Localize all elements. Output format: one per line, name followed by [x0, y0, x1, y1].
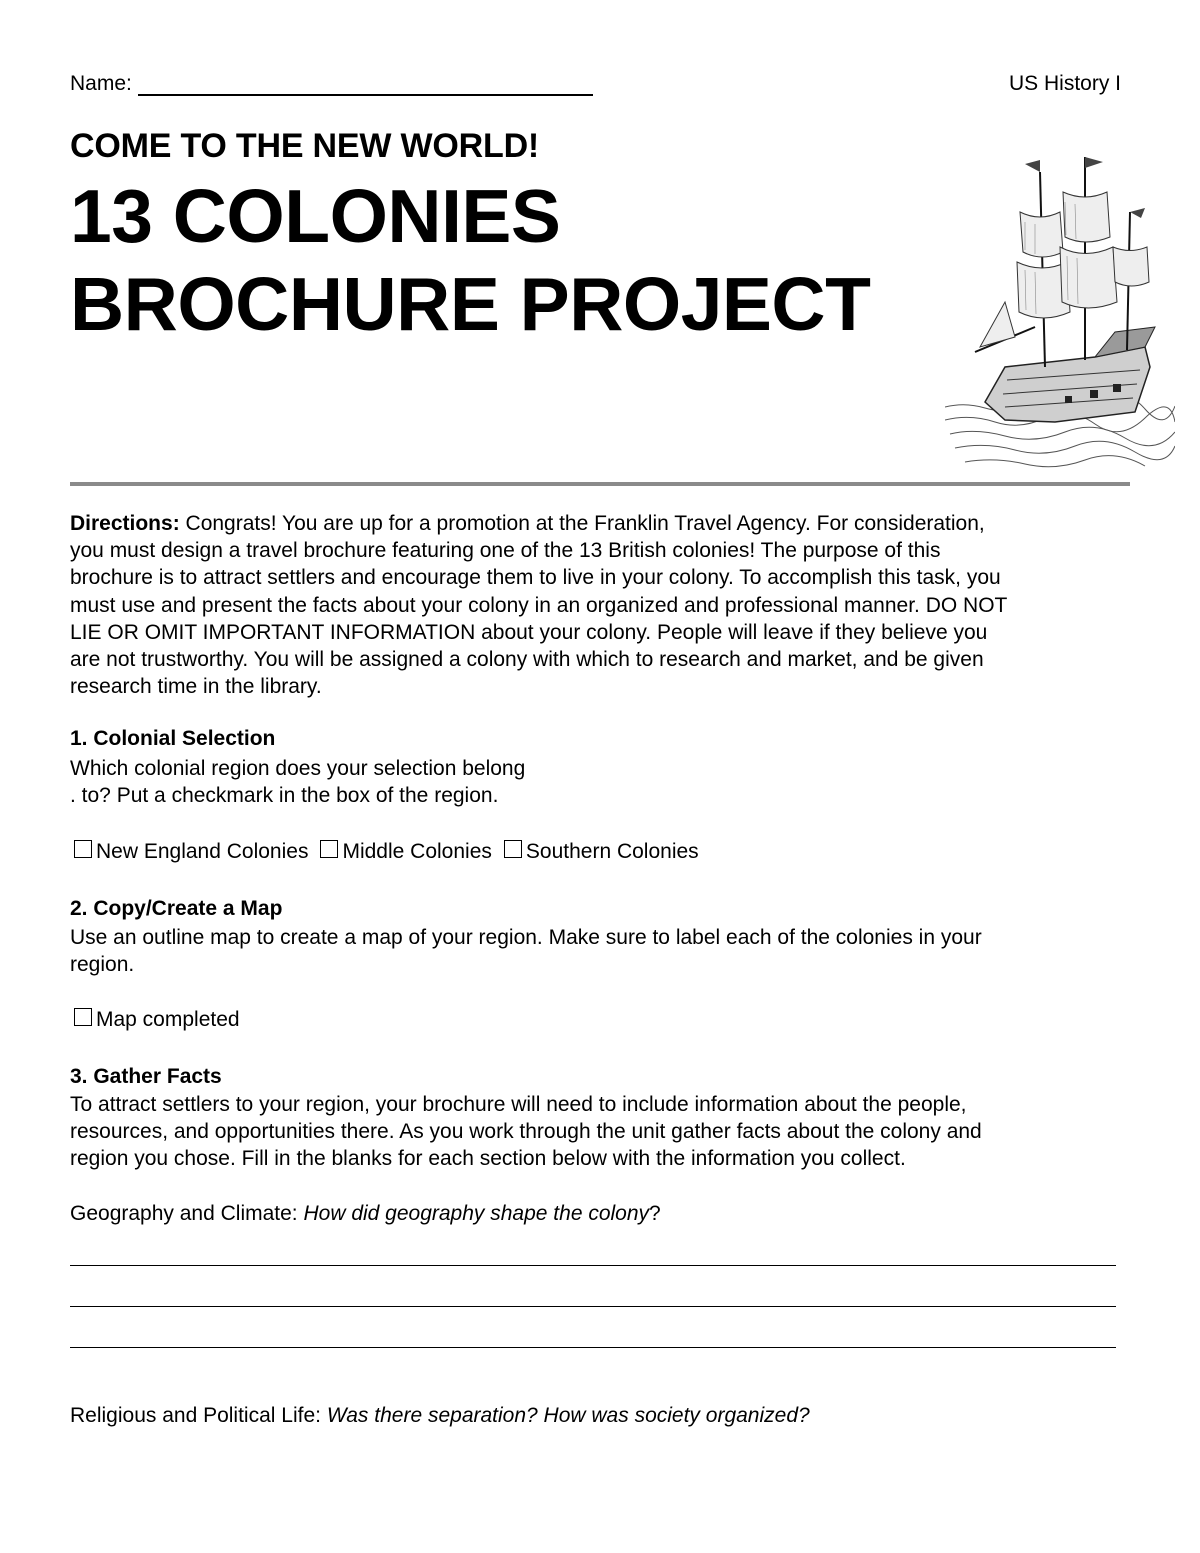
option-label: Middle Colonies	[342, 840, 492, 863]
section-1-heading: 1. Colonial Selection	[70, 727, 276, 750]
option-southern	[504, 840, 699, 864]
option-label: Map completed	[96, 1008, 240, 1031]
answer-blank[interactable]	[70, 1347, 1116, 1348]
section-1-line: Which colonial region does your selection belong	[70, 757, 526, 780]
section-3-line: resources, and opportunities there. As you work through the unit gather facts about the colony and	[70, 1120, 982, 1144]
option-label: Southern Colonies	[525, 840, 699, 863]
religious-prompt	[70, 1402, 1130, 1429]
section-1-text	[70, 755, 1130, 809]
directions-label: Directions:	[70, 512, 180, 535]
section-1-line: . to? Put a checkmark in the box of the region.	[70, 784, 499, 808]
directions-line: must use and present the facts about your colony in an organized and professional manner. DO NOT	[70, 593, 1008, 617]
section-3-heading: 3. Gather Facts	[70, 1065, 222, 1088]
map-completed-row	[74, 1008, 252, 1032]
subtitle: COME TO THE NEW WORLD!	[70, 127, 540, 165]
title-line-2: BROCHURE PROJECT	[70, 262, 871, 346]
option-middle	[320, 840, 491, 864]
geography-prompt: Geography and Climate: How did geography shape the colony?	[70, 1202, 661, 1225]
southern-checkbox[interactable]	[504, 840, 522, 858]
section-2-line: Use an outline map to create a map of your region. Make sure to label each of the colonies in your	[70, 926, 982, 949]
name-field	[70, 72, 593, 96]
option-map-completed	[74, 1008, 240, 1032]
map-completed-checkbox[interactable]	[74, 1008, 92, 1026]
directions-line: you must design a travel brochure featuring one of the 13 British colonies! The purpose of this	[70, 539, 941, 563]
middle-checkbox[interactable]	[320, 840, 338, 858]
option-label: New England Colonies	[96, 840, 309, 863]
directions-line: Directions: Congrats! You are up for a promotion at the Franklin Travel Agency. For consideration,	[70, 512, 985, 535]
directions-paragraph	[70, 510, 1130, 700]
new-england-checkbox[interactable]	[74, 840, 92, 858]
directions-line: are not trustworthy. You will be assigned a colony with which to research and market, and be given	[70, 648, 984, 672]
region-options	[74, 840, 711, 864]
section-2-heading: 2. Copy/Create a Map	[70, 897, 283, 920]
page-title	[70, 172, 870, 348]
course-label: US History I	[1008, 72, 1121, 95]
religious-label: Religious and Political Life:	[70, 1404, 327, 1427]
sailing-ship-icon	[945, 152, 1175, 477]
section-3-text	[70, 1091, 1130, 1173]
religious-question: Was there separation? How was society organized?	[326, 1404, 810, 1427]
directions-line: research time in the library.	[70, 675, 322, 699]
option-new-england	[74, 840, 308, 864]
geography-label: Geography and Climate:	[70, 1202, 304, 1225]
section-3-line: region you chose. Fill in the blanks for each section below with the information you collect.	[70, 1147, 906, 1171]
name-label: Name:	[70, 72, 132, 95]
answer-blank[interactable]	[70, 1306, 1116, 1307]
header-divider	[70, 482, 1130, 486]
section-2-line: region.	[70, 953, 135, 977]
directions-line: LIE OR OMIT IMPORTANT INFORMATION about your colony. People will leave if they believe you	[70, 620, 988, 644]
section-2-text	[70, 924, 1130, 978]
directions-line: brochure is to attract settlers and encourage them to live in your colony. To accomplish this task, you	[70, 566, 1001, 590]
geography-question: How did geography shape the colony	[303, 1202, 650, 1225]
title-line-1: 13 COLONIES	[70, 174, 561, 258]
section-3-line: To attract settlers to your region, your brochure will need to include information about the people,	[70, 1093, 967, 1116]
answer-blank[interactable]	[70, 1265, 1116, 1266]
name-blank[interactable]	[138, 72, 593, 96]
